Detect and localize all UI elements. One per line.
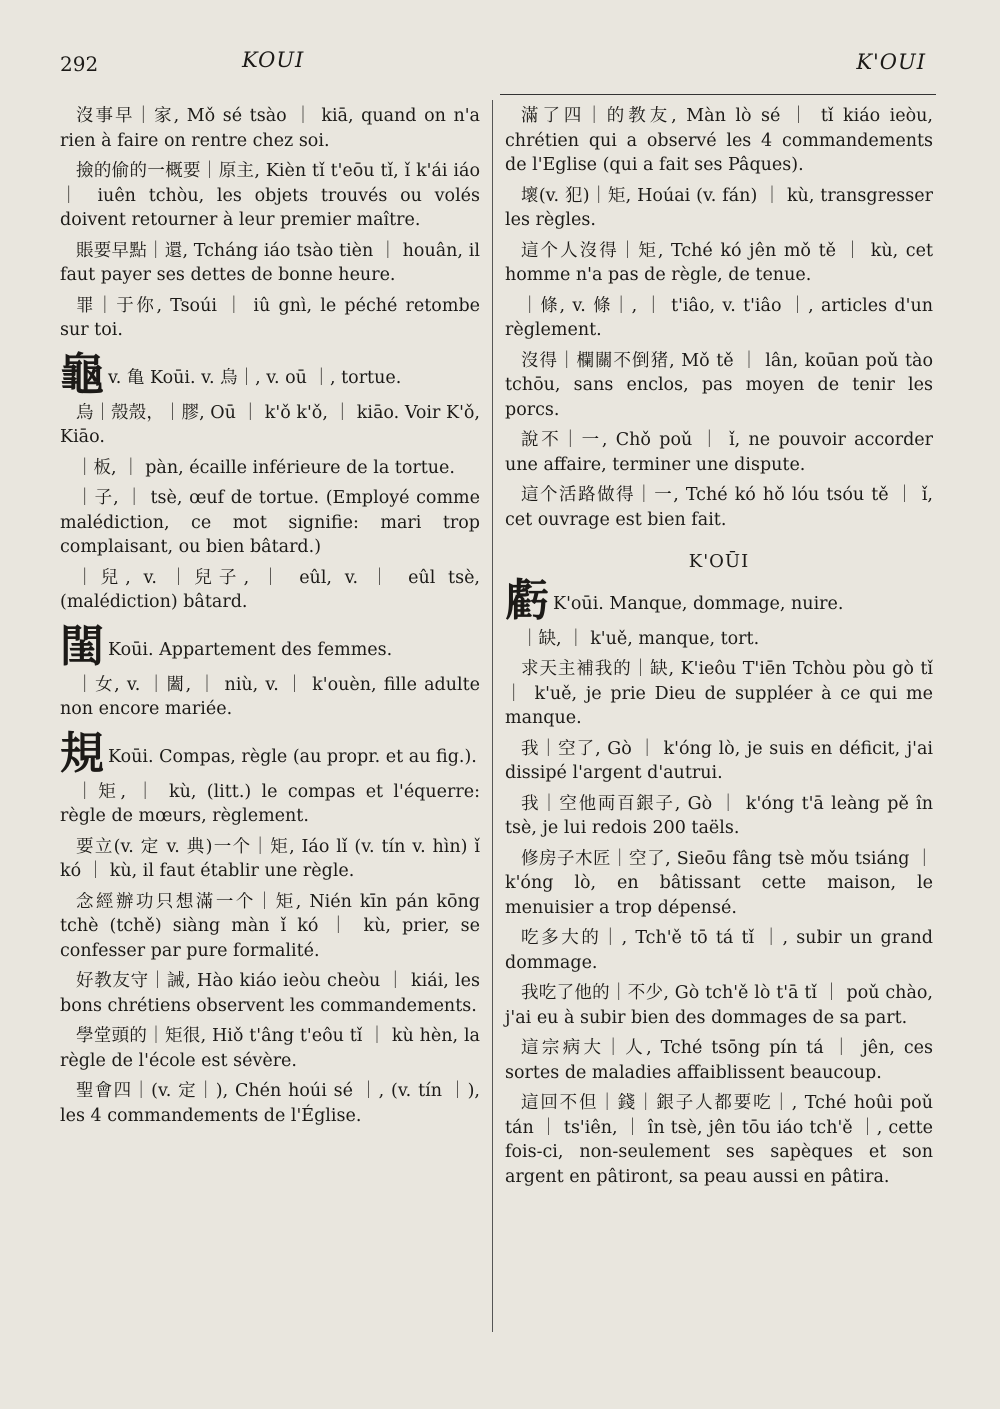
dictionary-subentry: 賬要早點｜還, Tcháng iáo tsào tièn ｜ houân, il faut payer ses dettes de bonne heure. [60, 240, 480, 285]
dictionary-subentry: 學堂頭的｜矩很, Hiǒ t'âng t'eôu tǐ ｜ kù hèn, la règle de l'école est sévère. [60, 1026, 480, 1071]
dictionary-subentry: ｜矩, ｜ kù, (litt.) le compas et l'équerre: règle de mœurs, règlement. [60, 781, 480, 826]
dictionary-subentry: 這宗病大｜人, Tché tsōng pín tá ｜ jên, ces sortes de maladies affaiblissent beaucoup. [505, 1038, 933, 1083]
dictionary-subentry: 我｜空了, Gò ｜ k'óng lò, je suis en déficit, j'ai dissipé l'argent d'autrui. [505, 738, 933, 783]
dictionary-subentry: ｜條, v. 條｜, ｜ t'iâo, v. t'iâo ｜, articles d'un règlement. [505, 295, 933, 340]
dictionary-subentry: 罪｜于你, Tsoúi ｜ iû gnì, le péché retombe sur toi. [60, 295, 480, 340]
dictionary-subentry: ｜兒, v. ｜兒子, ｜ eûl, v. ｜ eûl tsè, (malédiction) bâtard. [60, 567, 480, 612]
dictionary-subentry: 我吃了他的｜不少, Gò tch'ě lò t'ā tǐ ｜ poǔ chào, j'ai eu à subir bien des dommages de sa part. [505, 983, 933, 1028]
dictionary-subentry: 烏｜殼殼，｜膠, Oū ｜ k'ǒ k'ǒ, ｜ kiāo. Voir K'ǒ, Kiāo. [60, 402, 480, 447]
dictionary-subentry: 要立(v. 定 v. 典)一个｜矩, Iáo lǐ (v. tín v. hìn) ǐ kó ｜ kù, il faut établir une règle. [60, 836, 480, 881]
dictionary-subentry: 說不｜一, Chǒ poǔ ｜ ǐ, ne pouvoir accorder une affaire, terminer une dispute. [505, 430, 933, 475]
dictionary-subentry: 求天主補我的｜缺, K'ieôu T'iēn Tchòu pòu gò tǐ ｜ k'uě, je prie Dieu de suppléer à ce qui me manque. [505, 659, 933, 728]
entry-definition: Koūi. Appartement des femmes. [108, 639, 393, 660]
dictionary-subentry: ｜板, ｜ pàn, écaille inférieure de la tortue. [76, 457, 455, 478]
right-running-head: K'OUI [856, 50, 926, 74]
dictionary-subentry: ｜女, v. ｜闔, ｜ niù, v. ｜ k'ouèn, fille adulte non encore mariée. [60, 674, 480, 719]
dictionary-subentry: 修房子木匠｜空了, Sieōu fâng tsè mǒu tsiáng ｜ k'óng lò, en bâtissant cette maison, le menuisier a trop dépensé. [505, 848, 933, 918]
headword-entry [60, 727, 480, 780]
headword-character: 規 [60, 727, 104, 779]
dictionary-subentry: 這个人沒得｜矩, Tché kó jên mǒ tě ｜ kù, cet homme n'a pas de règle, de tenue. [505, 240, 933, 285]
headword-character: 閨 [60, 620, 104, 672]
section-heading: K'OŪI [688, 551, 750, 572]
dictionary-subentry: 滿了四｜的教友, Màn lò sé ｜ tǐ kiáo ieòu, chrétien qui a observé les 4 commandements de l'Eglise (qui a fait ses Pâques). [505, 106, 933, 175]
dictionary-subentry: 沒事早｜家, Mǒ sé tsào ｜ kiā, quand on n'a rien à faire on rentre chez soi. [60, 106, 480, 151]
left-column [60, 104, 480, 1134]
header-rule [500, 94, 936, 95]
dictionary-subentry: 這回不但｜錢｜銀子人都要吃｜, Tché hoûi poǔ tán ｜ ts'iên, ｜ în tsè, jên tōu iáo tch'ě ｜, cette fois-ci, non-seulement ses sapèques et son argent en pâtiront, sa peau aussi en pâtira. [505, 1093, 933, 1187]
dictionary-subentry: 好教友守｜誡, Hào kiáo ieòu cheòu ｜ kiái, les bons chrétiens observent les commandements. [60, 971, 480, 1016]
entry-definition: v. 亀 Koūi. v. 烏｜, v. oū ｜, tortue. [108, 367, 402, 388]
dictionary-subentry: 這个活路做得｜一, Tché kó hǒ lóu tsóu tě ｜ ǐ, cet ouvrage est bien fait. [505, 485, 933, 530]
headword-entry [505, 574, 933, 627]
headword-entry [60, 620, 480, 673]
right-column [505, 104, 933, 1195]
dictionary-subentry: ｜缺, ｜ k'uě, manque, tort. [521, 628, 760, 649]
dictionary-subentry: 念經辦功只想滿一个｜矩, Nién kīn pán kōng tchè (tchě) siàng màn ǐ kó ｜ kù, prier, se confesser par pure formalité. [60, 891, 480, 961]
dictionary-subentry: 吃多大的｜, Tch'ě tō tá tǐ ｜, subir un grand dommage. [505, 928, 933, 973]
dictionary-subentry: 我｜空他両百銀子, Gò ｜ k'óng t'ā leàng pě în tsè, je lui redois 200 taëls. [505, 793, 933, 838]
dictionary-subentry: 壞(v. 犯)｜矩, Hoúai (v. fán) ｜ kù, transgresser les règles. [505, 185, 933, 230]
dictionary-subentry: 聖會四｜(v. 定｜), Chén hoúi sé ｜, (v. tín ｜), les 4 commandements de l'Église. [60, 1081, 480, 1126]
page-header [60, 46, 938, 80]
column-divider [492, 100, 493, 1332]
left-running-head: KOUI [242, 48, 305, 72]
entry-definition: Koūi. Compas, règle (au propr. et au fig.). [108, 746, 477, 767]
dictionary-subentry: 沒得｜欄關不倒猪, Mǒ tě ｜ lân, koūan poǔ tào tchōu, sans enclos, pas moyen de tenir les porcs. [505, 350, 933, 420]
headword-character: 虧 [505, 574, 549, 626]
dictionary-subentry: 撿的偷的一概要｜原主, Kièn tǐ t'eōu tǐ, ǐ k'ái iáo ｜ iuên tchòu, les objets trouvés ou volés doivent retourner à leur premier maître. [60, 161, 480, 230]
dictionary-subentry: ｜子, ｜ tsè, œuf de tortue. (Employé comme malédiction, ce mot signifie: mari trop complaisant, ou bien bâtard.) [60, 488, 480, 557]
entry-definition: K'oūi. Manque, dommage, nuire. [553, 593, 844, 614]
headword-entry [60, 348, 480, 401]
page-number: 292 [60, 52, 99, 76]
headword-character: 龜 [60, 348, 104, 400]
